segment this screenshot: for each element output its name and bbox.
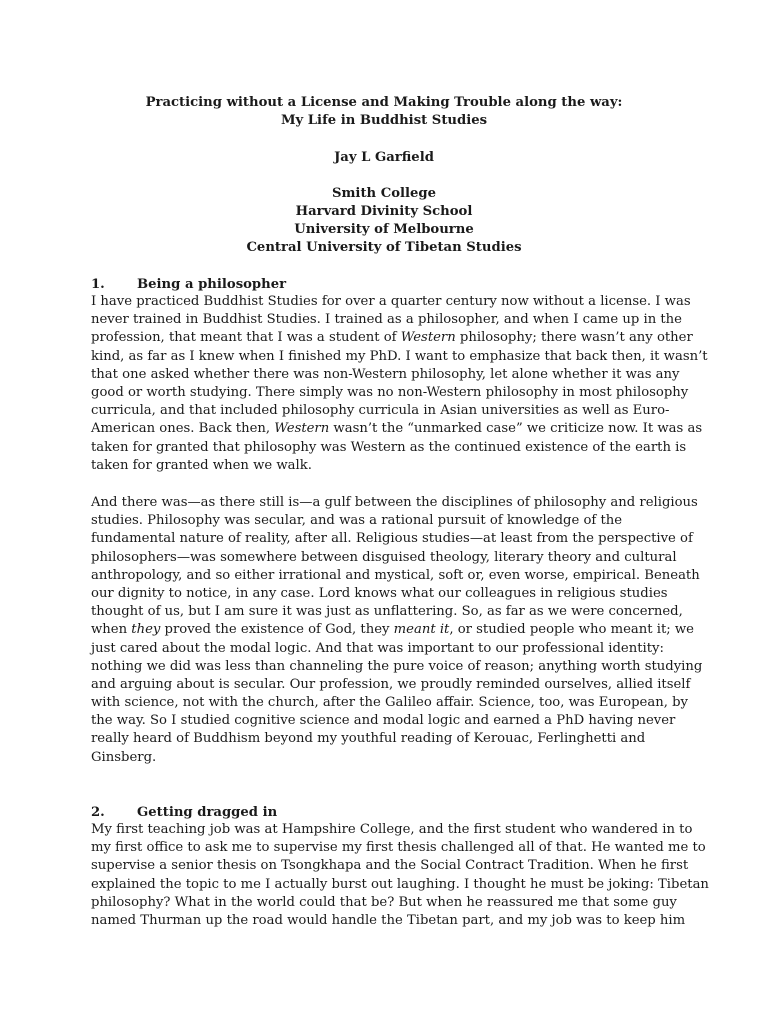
text-run: proved the existence of God, they xyxy=(160,622,394,638)
section-number: 1. xyxy=(91,277,105,292)
author-block xyxy=(0,149,768,167)
text-run: nothing we did was less than channeling the pure voice of reason; anything worth studying xyxy=(91,658,703,674)
text-line xyxy=(91,585,691,603)
text-line xyxy=(91,857,691,875)
text-line xyxy=(91,420,703,438)
text-line xyxy=(91,621,694,639)
section-heading-2 xyxy=(91,804,277,822)
text-run: Ginsberg. xyxy=(91,749,157,765)
section-title: Being a philosopher xyxy=(137,277,287,292)
emphasis-text: they xyxy=(131,622,161,638)
text-line xyxy=(91,402,691,420)
text-line xyxy=(91,348,708,366)
text-run: curricula, and that included philosophy curricula in Asian universities as well as Euro- xyxy=(91,403,670,419)
text-run: supervise a senior thesis on Tsongkhapa and the Social Contract Tradition. When he first xyxy=(91,858,689,874)
title-block xyxy=(0,94,768,130)
text-line xyxy=(91,839,706,857)
text-line xyxy=(91,640,691,658)
text-run: and arguing about is secular. Our profession, we proudly reminded ourselves, allied itself xyxy=(91,676,691,692)
document-title-line-2: My Life in Buddhist Studies xyxy=(280,113,488,128)
text-line xyxy=(91,311,691,329)
affiliations-block xyxy=(0,185,768,257)
text-run: wasn’t the “unmarked case” we criticize now. It was as xyxy=(329,421,703,437)
emphasis-text: meant it xyxy=(393,622,450,638)
text-line xyxy=(91,712,691,730)
paragraph xyxy=(91,494,703,767)
text-run: taken for granted that philosophy was Western as the continued existence of the earth is xyxy=(91,439,687,455)
section-heading-1 xyxy=(91,276,286,294)
text-line xyxy=(91,457,691,475)
text-line xyxy=(91,366,691,384)
text-line xyxy=(91,876,709,894)
text-line xyxy=(91,549,691,567)
text-run: I have practiced Buddhist Studies for over a quarter century now without a license. I was xyxy=(91,294,691,309)
text-run: the way. So I studied cognitive science and modal logic and earned a PhD having never xyxy=(91,713,676,729)
text-run: when xyxy=(91,622,132,638)
text-line xyxy=(91,603,691,621)
text-run: My first teaching job was at Hampshire College, and the first student who wandered in to xyxy=(91,822,693,837)
text-run: with science, not with the church, after the Galileo affair. Science, too, was European, by xyxy=(91,695,688,711)
text-line xyxy=(91,530,691,548)
affiliation: University of Melbourne xyxy=(294,222,474,237)
section-title: Getting dragged in xyxy=(137,805,278,820)
text-run: studies. Philosophy was secular, and was a rational pursuit of knowledge of the xyxy=(91,513,623,529)
text-run: American ones. Back then, xyxy=(91,421,275,437)
text-run: my first office to ask me to supervise my first thesis challenged all of that. He wanted me to xyxy=(91,840,706,856)
text-run: fundamental nature of reality, after all. Religious studies—at least from the perspective of xyxy=(91,531,693,547)
text-line xyxy=(91,329,691,347)
text-run: , or studied people who meant it; we xyxy=(449,622,694,638)
text-run: really heard of Buddhism beyond my youthful reading of Kerouac, Ferlinghetti and xyxy=(91,731,646,747)
text-run: philosophers—was somewhere between disguised theology, literary theory and cultural xyxy=(91,549,677,565)
text-line xyxy=(91,821,691,839)
author-name: Jay L Garfield xyxy=(334,150,434,165)
paragraph xyxy=(91,821,709,930)
text-run: And there was—as there still is—a gulf between the disciplines of philosophy and religious xyxy=(91,495,698,510)
text-line xyxy=(91,658,703,676)
text-run: that one asked whether there was non-Western philosophy, let alone whether it was any xyxy=(91,366,680,382)
emphasis-text: Western xyxy=(274,421,330,437)
text-line xyxy=(91,894,691,912)
text-line xyxy=(91,512,691,530)
text-run: taken for granted when we walk. xyxy=(91,457,312,473)
text-run: good or worth studying. There simply was no non-Western philosophy in most philosophy xyxy=(91,384,689,400)
affiliation: Smith College xyxy=(331,186,437,201)
affiliation: Central University of Tibetan Studies xyxy=(246,240,522,255)
text-run: philosophy? What in the world could that be? But when he reassured me that some guy xyxy=(91,894,677,910)
text-run: profession, that meant that I was a student of xyxy=(91,330,401,346)
text-line xyxy=(91,293,691,311)
text-run: never trained in Buddhist Studies. I trained as a philosopher, and when I came up in the xyxy=(91,312,682,328)
text-line xyxy=(91,676,691,694)
text-run: philosophy; there wasn’t any other xyxy=(455,330,693,346)
text-line xyxy=(91,439,691,457)
text-run: kind, as far as I knew when I finished my PhD. I want to emphasize that back then, it wasn’t xyxy=(91,348,708,364)
text-line xyxy=(91,730,691,748)
text-line xyxy=(91,567,700,585)
text-line xyxy=(91,494,698,512)
text-line xyxy=(91,749,691,767)
paragraph xyxy=(91,293,708,475)
emphasis-text: Western xyxy=(400,330,456,346)
text-run: named Thurman up the road would handle the Tibetan part, and my job was to keep him xyxy=(91,912,686,928)
affiliation: Harvard Divinity School xyxy=(295,204,473,219)
text-line xyxy=(91,694,691,712)
text-run: thought of us, but I am sure it was just as unflattering. So, as far as we were concerned, xyxy=(91,604,683,620)
text-line xyxy=(91,912,691,930)
text-run: anthropology, and so either irrational and mystical, soft or, even worse, empirical. Beneath xyxy=(91,567,700,583)
text-run: explained the topic to me I actually burst out laughing. I thought he must be joking: Tibetan xyxy=(91,876,709,892)
text-run: just cared about the modal logic. And that was important to our professional identity: xyxy=(91,640,664,656)
section-number: 2. xyxy=(91,805,105,820)
text-run: our dignity to notice, in any case. Lord knows what our colleagues in religious studies xyxy=(91,585,668,601)
text-line xyxy=(91,384,691,402)
document-title-line-1: Practicing without a License and Making Trouble along the way: xyxy=(145,95,623,110)
